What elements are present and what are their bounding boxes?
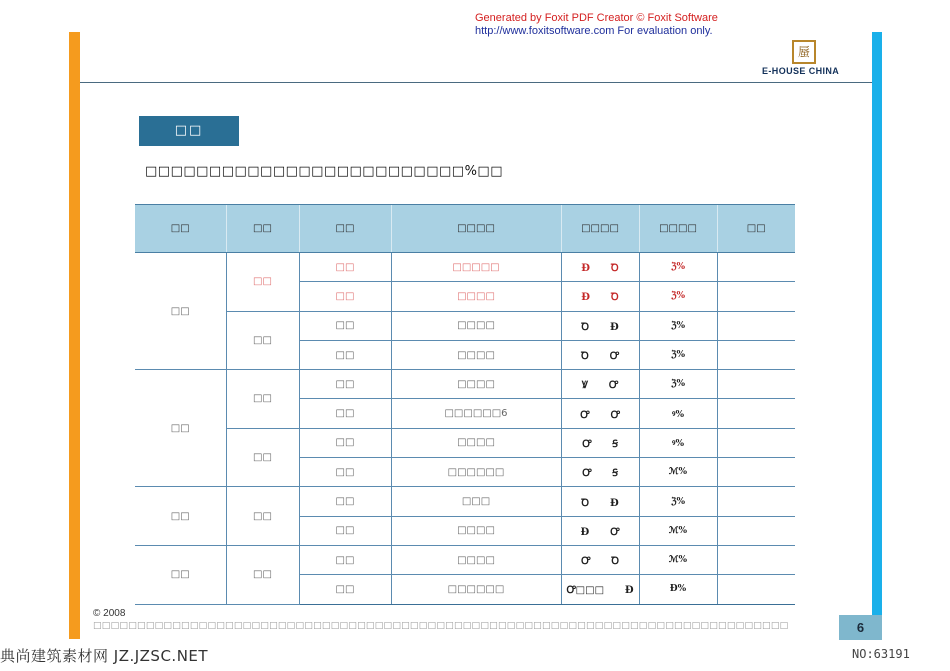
table-header-cell: □□ [299, 205, 391, 253]
ehouse-logo-icon: 蜃 [792, 40, 816, 64]
note-cell [717, 487, 795, 516]
name-cell: □□□□ [391, 545, 561, 574]
name-cell: □□□□ [391, 370, 561, 399]
value-b: Ꝍ [608, 380, 619, 392]
name-cell: □□□□ [391, 516, 561, 545]
type-cell: □□ [299, 575, 391, 604]
subgroup-cell: □□ [226, 428, 299, 487]
percent-cell: ℨ% [639, 253, 717, 282]
type-cell: □□ [299, 399, 391, 428]
table-header-cell: □□□□ [391, 205, 561, 253]
subgroup-cell: □□ [226, 487, 299, 546]
note-cell [717, 253, 795, 282]
table-row [135, 370, 795, 399]
note-cell [717, 282, 795, 311]
value-cell [561, 253, 639, 282]
group-cell: □□ [135, 370, 226, 487]
right-accent-bar [872, 32, 882, 639]
value-b: Ꞩ [612, 468, 618, 480]
percent-cell: ℳ% [639, 516, 717, 545]
subgroup-cell: □□ [226, 545, 299, 604]
subgroup-cell: □□ [226, 370, 299, 429]
type-cell: □□ [299, 516, 391, 545]
type-cell: □□ [299, 545, 391, 574]
value-b: Ꝍ [610, 409, 620, 421]
value-cell [561, 458, 639, 487]
type-cell: □□ [299, 282, 391, 311]
type-cell: □□ [299, 370, 391, 399]
value-cell [561, 282, 639, 311]
name-cell: □□□□□□ [391, 458, 561, 487]
value-b: Ꝺ [611, 556, 620, 568]
header-divider [80, 82, 872, 83]
value-cell [561, 399, 639, 428]
value-a: Ꝍ□□□ [566, 585, 605, 597]
value-b: Ɖ [624, 585, 634, 597]
value-a: Ꝍ [580, 556, 591, 568]
value-a: Ɖ [581, 263, 591, 275]
data-table [135, 204, 795, 605]
percent-cell: ℨ% [639, 282, 717, 311]
value-a: Ꝍ [582, 438, 592, 450]
name-cell: □□□□□□6 [391, 399, 561, 428]
value-a: Ꝺ [581, 497, 590, 509]
value-b: Ɖ [609, 321, 619, 333]
type-cell: □□ [299, 311, 391, 340]
section-tag: □□ [139, 116, 239, 146]
percent-cell: ℨ% [639, 487, 717, 516]
subgroup-cell: □□ [226, 253, 299, 312]
name-cell: □□□□ [391, 311, 561, 340]
type-cell: □□ [299, 428, 391, 457]
type-cell: □□ [299, 340, 391, 369]
document-number: NO:63191 [852, 647, 910, 661]
table-header-cell: □□ [135, 205, 226, 253]
table-header-cell: □□□□ [561, 205, 639, 253]
percent-cell: ℨ% [639, 370, 717, 399]
value-cell [561, 516, 639, 545]
type-cell: □□ [299, 253, 391, 282]
type-cell: □□ [299, 458, 391, 487]
percent-cell: ℳ% [639, 458, 717, 487]
note-cell [717, 516, 795, 545]
percent-cell: ꝰ% [639, 428, 717, 457]
name-cell: □□□□ [391, 340, 561, 369]
value-a: Ꝍ [580, 409, 590, 421]
group-cell: □□ [135, 253, 226, 370]
page-number: 6 [839, 615, 882, 640]
table-row [135, 253, 795, 282]
table-row [135, 311, 795, 340]
site-watermark: 典尚建筑素材网 JZ.JZSC.NET [0, 647, 209, 665]
note-cell [717, 458, 795, 487]
type-cell: □□ [299, 487, 391, 516]
group-cell: □□ [135, 487, 226, 546]
note-cell [717, 575, 795, 604]
value-cell [561, 340, 639, 369]
table-header-row [135, 205, 795, 253]
note-cell [717, 311, 795, 340]
page-subtitle: □□□□□□□□□□□□□□□□□□□□□□□□□%□□ [145, 164, 503, 179]
percent-cell: ꝰ% [639, 399, 717, 428]
note-cell [717, 428, 795, 457]
table-header-cell: □□ [226, 205, 299, 253]
note-cell [717, 545, 795, 574]
value-a: Ɖ [580, 526, 590, 538]
note-cell [717, 370, 795, 399]
percent-cell: ℳ% [639, 545, 717, 574]
footnote-text: □□□□□□□□□□□□□□□□□□□□□□□□□□□□□□□□□□□□□□□□□□□□□□□□□□□□□□□□□□□□□□□□□□□□□□□□□□□□□□□ [93, 621, 789, 631]
foxit-line-2: http://www.foxitsoftware.com For evaluation only. [475, 25, 713, 37]
name-cell: □□□□ [391, 428, 561, 457]
table-header-cell: □□ [717, 205, 795, 253]
value-b: Ꝺ [610, 263, 619, 275]
name-cell: □□□ [391, 487, 561, 516]
ehouse-logo-text: E-HOUSE CHINA [762, 66, 840, 76]
foxit-watermark [475, 12, 718, 38]
note-cell [717, 399, 795, 428]
value-a: Ꝺ [581, 321, 590, 333]
percent-cell: ℨ% [639, 311, 717, 340]
percent-cell: Ɖ% [639, 575, 717, 604]
name-cell: □□□□□□ [391, 575, 561, 604]
value-b: Ɖ [609, 497, 619, 509]
value-cell [561, 575, 639, 604]
value-a: Ɖ [581, 292, 591, 304]
value-a: Ꝍ [582, 468, 592, 480]
subgroup-cell: □□ [226, 311, 299, 370]
copyright-text: © 2008 [93, 608, 126, 619]
percent-cell: ℨ% [639, 340, 717, 369]
foxit-line-1: Generated by Foxit PDF Creator © Foxit Software [475, 12, 718, 24]
value-cell [561, 428, 639, 457]
name-cell: □□□□□ [391, 253, 561, 282]
value-a: Ꝟ [581, 380, 588, 392]
value-b: Ꝍ [609, 351, 620, 363]
value-cell [561, 370, 639, 399]
value-cell [561, 545, 639, 574]
name-cell: □□□□ [391, 282, 561, 311]
note-cell [717, 340, 795, 369]
left-accent-bar [69, 32, 80, 639]
group-cell: □□ [135, 545, 226, 604]
table-row [135, 545, 795, 574]
value-b: Ꝍ [610, 526, 620, 538]
value-b: Ꝺ [610, 292, 619, 304]
value-cell [561, 487, 639, 516]
value-b: Ꞩ [612, 438, 618, 450]
table-row [135, 487, 795, 516]
table-row [135, 428, 795, 457]
value-cell [561, 311, 639, 340]
value-a: Ꝺ [580, 351, 589, 363]
table-header-cell: □□□□ [639, 205, 717, 253]
